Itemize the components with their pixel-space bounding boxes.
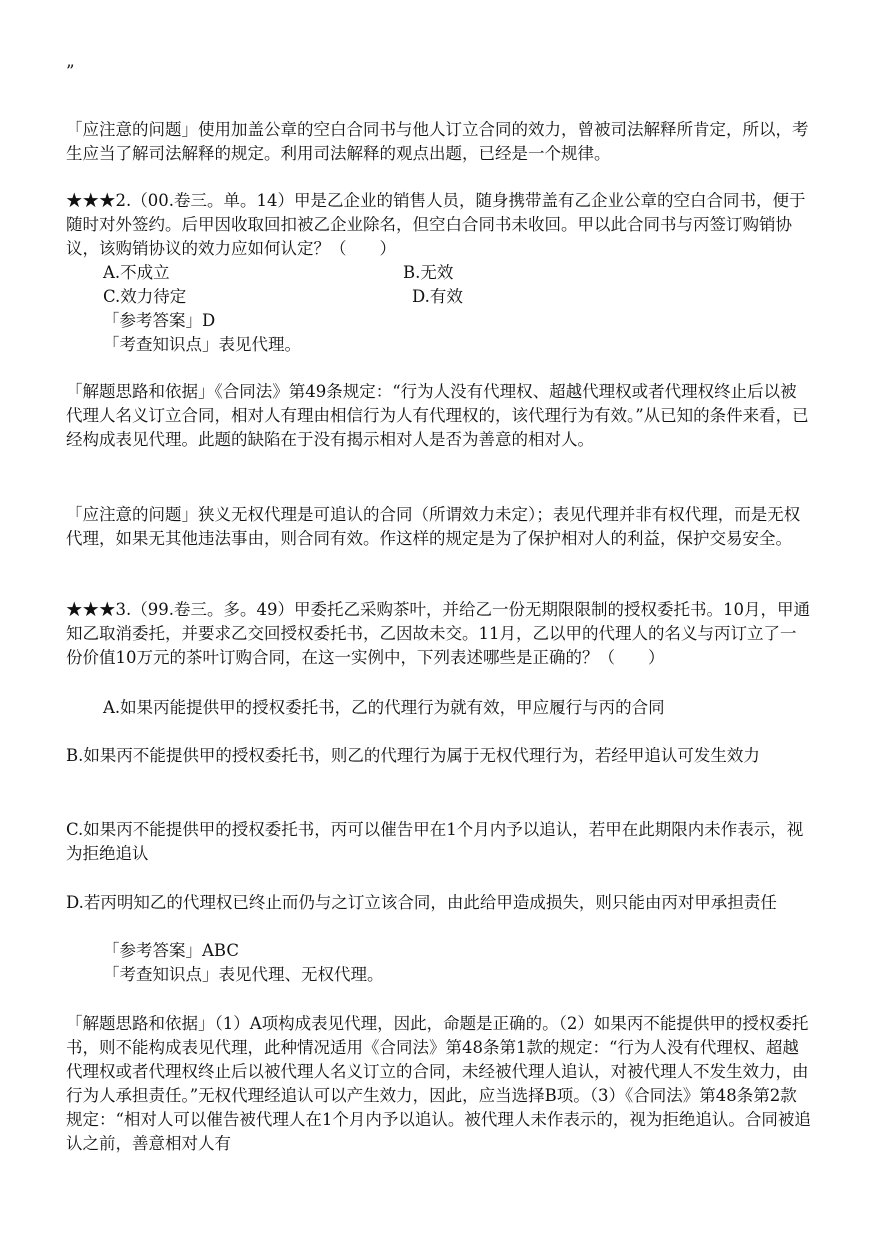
q2-knowledge-point: 「考查知识点」表见代理。 — [103, 335, 301, 354]
q3-option-a: A.如果丙能提供甲的授权委托书，乙的代理行为就有效，甲应履行与丙的合同 — [103, 698, 665, 717]
q2-answer: 「参考答案」D — [103, 311, 216, 330]
q3-option-b: B.如果丙不能提供甲的授权委托书，则乙的代理行为属于无权代理行为，若经甲追认可发生效力 — [66, 746, 760, 765]
q2-option-d: D.有效 — [412, 287, 463, 306]
question-2-stem: ★★★2.（00.卷三。单。14）甲是乙企业的销售人员，随身携带盖有乙企业公章的空白合同书，便于随时对外签约。后甲因收取回扣被乙企业除名，但空白合同书未收回。甲以此合同书与丙签订购销协议，该购销协议的效力应如何认定？（ ） — [66, 191, 806, 258]
question-3-stem: ★★★3.（99.卷三。多。49）甲委托乙采购茶叶，并给乙一份无期限限制的授权委托书。10月，甲通知乙取消委托，并要求乙交回授权委托书，乙因故未交。11月，乙以甲的代理人的名义与丙订立了一份价值10万元的茶叶订购合同，在这一实例中，下列表述哪些是正确的？（ ） — [66, 600, 810, 667]
q3-answer: 「参考答案」ABC — [103, 941, 239, 960]
q2-option-a: A.不成立 — [103, 263, 170, 282]
q3-knowledge-point: 「考查知识点」表见代理、无权代理。 — [103, 965, 384, 984]
note-paragraph-1: 「应注意的问题」使用加盖公章的空白合同书与他人订立合同的效力，曾被司法解释所肯定，所以，考生应当了解司法解释的规定。利用司法解释的观点出题，已经是一个规律。 — [66, 120, 809, 163]
q3-analysis: 「解题思路和依据」（1）A项构成表见代理，因此，命题是正确的。（2）如果丙不能提供甲的授权委托书，则不能构成表见代理，此种情况适用《合同法》第48条第1款的规定：“行为人没有代理权、超越代理权或者代理权终止后以被代理人名义订立的合同，未经被代理人追认，对被代理人不发生效力，由行为人承担责任。”无权代理经追认可以产生效力，因此，应当选择B项。（3）《合同法》第48条第2款规定：“相对人可以催告被代理人在1个月内予以追认。被代理人未作表示的，视为拒绝追认。合同被追认之前，善意相对人有 — [66, 1014, 811, 1153]
q2-note: 「应注意的问题」狭义无权代理是可追认的合同（所谓效力未定）；表见代理并非有权代理，而是无权代理，如果无其他违法事由，则合同有效。作这样的规定是为了保护相对人的利益，保护交易安全。 — [66, 505, 801, 548]
q2-analysis: 「解题思路和依据」《合同法》第49条规定：“行为人没有代理权、超越代理权或者代理权终止后以被代理人名义订立合同，相对人有理由相信行为人有代理权的，该代理行为有效。”从已知的条件来看，已经构成表见代理。此题的缺陷在于没有揭示相对人是否为善意的相对人。 — [66, 382, 809, 449]
q3-option-c: C.如果丙不能提供甲的授权委托书，丙可以催告甲在1个月内予以追认，若甲在此期限内未作表示，视为拒绝追认 — [66, 820, 804, 863]
q2-option-b: B.无效 — [403, 263, 454, 282]
closing-quote-mark: ” — [66, 62, 75, 81]
q2-option-c: C.效力待定 — [103, 287, 187, 306]
q3-option-d: D.若丙明知乙的代理权已终止而仍与之订立该合同，由此给甲造成损失，则只能由丙对甲承担责任 — [66, 893, 777, 912]
